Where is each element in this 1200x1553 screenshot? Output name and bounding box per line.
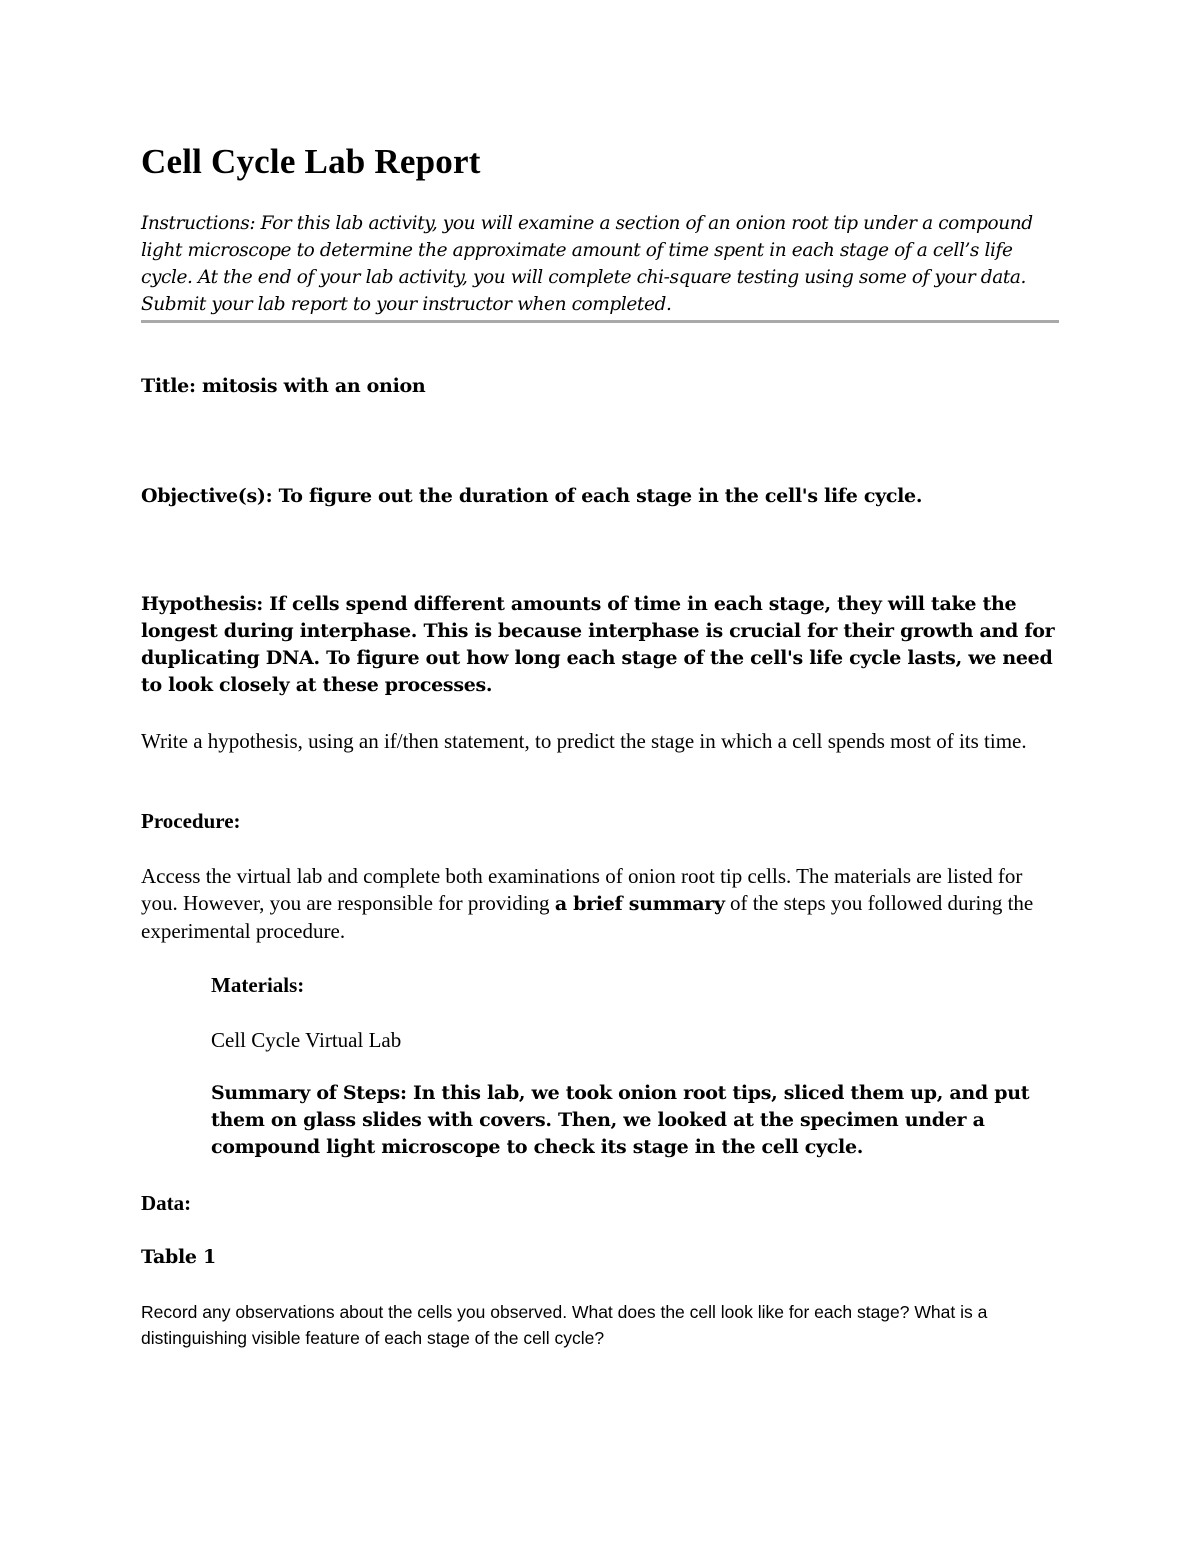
- procedure-text: [141, 863, 1059, 945]
- instructions-text: Instructions: For this lab activity, you will examine a section of an onion root tip under a compound light microscope to determine the approximate amount of time spent in each stage of a cell’s life cycle. At the end of your lab activity, you will complete chi-square testing using some of your data. Submit your lab report to your instructor when completed.: [141, 210, 1059, 323]
- document-title: Cell Cycle Lab Report: [141, 142, 481, 181]
- title-field: Title: mitosis with an onion: [141, 375, 426, 397]
- summary-of-steps: Summary of Steps: In this lab, we took onion root tips, sliced them up, and put them on glass slides with covers. Then, we looked at the specimen under a compound light microscope to check its stage in the cell cycle.: [211, 1082, 1030, 1158]
- hypothesis-prompt: Write a hypothesis, using an if/then statement, to predict the stage in which a cell spends most of its time.: [141, 729, 1027, 753]
- procedure-heading: Procedure:: [141, 809, 241, 833]
- procedure-text-part-1: Access the virtual lab and complete both examinations of onion root tip cells. The materials are listed for you. However, you are responsible for providing: [141, 864, 1023, 915]
- procedure-bold-text: a brief summary: [554, 893, 725, 915]
- table-prompt: Record any observations about the cells you observed. What does the cell look like for each stage? What is a distinguishing visible feature of each stage of the cell cycle?: [141, 1302, 988, 1348]
- data-heading: Data:: [141, 1191, 192, 1215]
- procedure-text-part-2: of the steps you followed during the experimental procedure.: [141, 891, 1034, 943]
- materials-heading: Materials:: [211, 973, 305, 997]
- objective-field: Objective(s): To figure out the duration of each stage in the cell's life cycle.: [141, 485, 923, 507]
- materials-item: Cell Cycle Virtual Lab: [211, 1028, 402, 1052]
- table-heading: Table 1: [141, 1246, 216, 1268]
- hypothesis-field: Hypothesis: If cells spend different amounts of time in each stage, they will take the longest during interphase. This is because interphase is crucial for their growth and for duplicating DNA. To figure out how long each stage of the cell's life cycle lasts, we need to look closely at these processes.: [141, 593, 1055, 696]
